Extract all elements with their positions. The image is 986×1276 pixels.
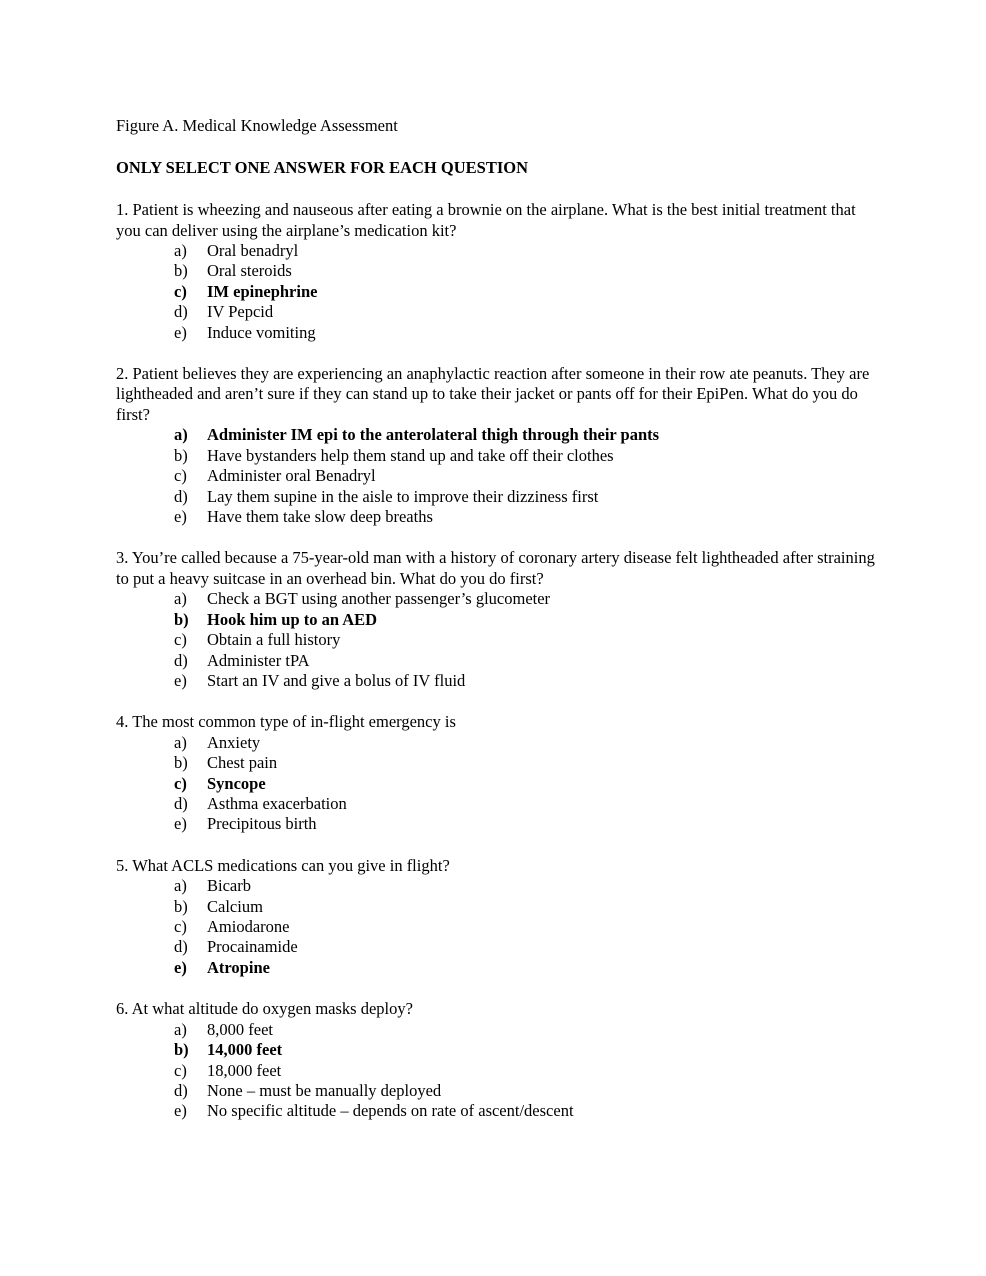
option-letter: c) xyxy=(174,917,187,937)
option-text: Calcium xyxy=(207,896,263,916)
document-title: Figure A. Medical Knowledge Assessment xyxy=(116,116,398,135)
answer-option xyxy=(174,671,876,691)
answer-option-correct xyxy=(174,958,876,978)
option-text: Asthma exacerbation xyxy=(207,794,347,814)
instruction-heading: ONLY SELECT ONE ANSWER FOR EACH QUESTION xyxy=(116,158,528,177)
answer-option xyxy=(174,1020,876,1040)
option-letter: a) xyxy=(174,732,187,752)
option-text: Atropine xyxy=(207,957,270,977)
answer-option xyxy=(174,733,876,753)
option-text: No specific altitude – depends on rate of ascent/descent xyxy=(207,1101,574,1121)
option-text: Bicarb xyxy=(207,876,251,896)
option-text: 18,000 feet xyxy=(207,1060,282,1080)
document-page xyxy=(116,116,876,1122)
option-text: IV Pepcid xyxy=(207,302,274,322)
answer-options xyxy=(116,876,876,978)
option-text: Have bystanders help them stand up and take off their clothes xyxy=(207,445,614,465)
option-letter: d) xyxy=(174,937,188,957)
answer-option xyxy=(174,1081,876,1101)
option-letter: d) xyxy=(174,650,188,670)
answer-option xyxy=(174,302,876,322)
answer-option xyxy=(174,630,876,650)
answer-option xyxy=(174,487,876,507)
option-text: Chest pain xyxy=(207,753,278,773)
answer-option xyxy=(174,507,876,527)
option-text: Administer IM epi to the anterolateral thigh through their pants xyxy=(207,425,660,445)
answer-option-correct xyxy=(174,610,876,630)
answer-options xyxy=(116,1020,876,1122)
option-letter: c) xyxy=(174,773,187,793)
answer-options xyxy=(116,733,876,835)
answer-option xyxy=(174,323,876,343)
answer-option xyxy=(174,814,876,834)
option-text: None – must be manually deployed xyxy=(207,1080,442,1100)
option-letter: e) xyxy=(174,957,187,977)
option-text: Procainamide xyxy=(207,937,298,957)
option-letter: b) xyxy=(174,445,188,465)
option-letter: d) xyxy=(174,486,188,506)
option-letter: a) xyxy=(174,876,187,896)
answer-option xyxy=(174,917,876,937)
question-4 xyxy=(116,712,876,834)
option-letter: e) xyxy=(174,322,187,342)
option-text: Oral steroids xyxy=(207,261,292,281)
answer-option xyxy=(174,466,876,486)
answer-option-correct xyxy=(174,282,876,302)
question-1 xyxy=(116,200,876,343)
option-letter: a) xyxy=(174,1019,187,1039)
option-text: Administer oral Benadryl xyxy=(207,466,376,486)
option-letter: c) xyxy=(174,466,187,486)
answer-option-correct xyxy=(174,774,876,794)
question-6 xyxy=(116,999,876,1121)
option-letter: d) xyxy=(174,1080,188,1100)
option-text: Induce vomiting xyxy=(207,322,316,342)
option-letter: b) xyxy=(174,261,188,281)
answer-option xyxy=(174,876,876,896)
option-letter: c) xyxy=(174,630,187,650)
answer-option xyxy=(174,937,876,957)
answer-options xyxy=(116,425,876,527)
answer-option xyxy=(174,261,876,281)
option-letter: e) xyxy=(174,670,187,690)
answer-option xyxy=(174,446,876,466)
answer-option xyxy=(174,241,876,261)
option-text: Syncope xyxy=(207,773,266,793)
option-letter: d) xyxy=(174,302,188,322)
question-text: 4. The most common type of in-flight emergency is xyxy=(116,712,456,732)
option-text: Lay them supine in the aisle to improve their dizziness first xyxy=(207,486,599,506)
option-text: 14,000 feet xyxy=(207,1040,283,1060)
option-text: Amiodarone xyxy=(207,917,290,937)
option-letter: e) xyxy=(174,814,187,834)
option-text: Hook him up to an AED xyxy=(207,609,378,629)
option-letter: b) xyxy=(174,609,189,629)
option-letter: c) xyxy=(174,281,187,301)
answer-options xyxy=(116,241,876,343)
answer-option xyxy=(174,753,876,773)
option-letter: d) xyxy=(174,794,188,814)
option-letter: b) xyxy=(174,1040,189,1060)
answer-option-correct xyxy=(174,1040,876,1060)
question-2 xyxy=(116,364,876,527)
option-text: Administer tPA xyxy=(207,650,310,670)
answer-option-correct xyxy=(174,425,876,445)
answer-option xyxy=(174,1061,876,1081)
option-text: Anxiety xyxy=(207,732,261,752)
option-letter: a) xyxy=(174,241,187,260)
question-text: 5. What ACLS medications can you give in flight? xyxy=(116,855,450,875)
option-letter: b) xyxy=(174,896,188,916)
answer-option xyxy=(174,589,876,609)
question-5 xyxy=(116,856,876,978)
option-text: Obtain a full history xyxy=(207,630,341,650)
answer-option xyxy=(174,897,876,917)
question-text: 3. You’re called because a 75-year-old man with a history of coronary artery disease felt lightheaded after straining to put a heavy suitcase in an overhead bin. What do you do first? xyxy=(116,548,875,588)
option-letter: a) xyxy=(174,425,188,445)
answer-option xyxy=(174,794,876,814)
question-text: 2. Patient believes they are experiencing an anaphylactic reaction after someone in their row ate peanuts. They are lightheaded and aren’t sure if they can stand up to take their jacket or pants off for their EpiPen. What do you do first? xyxy=(116,363,870,424)
option-text: Precipitous birth xyxy=(207,814,317,834)
option-text: Check a BGT using another passenger’s glucometer xyxy=(207,589,551,609)
option-letter: e) xyxy=(174,1101,187,1121)
option-letter: c) xyxy=(174,1060,187,1080)
option-letter: b) xyxy=(174,753,188,773)
answer-option xyxy=(174,1101,876,1121)
option-text: Oral benadryl xyxy=(207,241,299,260)
option-text: Start an IV and give a bolus of IV fluid xyxy=(207,670,466,690)
option-text: Have them take slow deep breaths xyxy=(207,507,433,527)
question-3 xyxy=(116,548,876,691)
question-text: 1. Patient is wheezing and nauseous after eating a brownie on the airplane. What is the best initial treatment that you can deliver using the airplane’s medication kit? xyxy=(116,200,856,240)
question-text: 6. At what altitude do oxygen masks deploy? xyxy=(116,999,413,1019)
option-text: IM epinephrine xyxy=(207,281,318,301)
option-text: 8,000 feet xyxy=(207,1019,273,1039)
answer-option xyxy=(174,651,876,671)
option-letter: a) xyxy=(174,589,187,609)
answer-options xyxy=(116,589,876,691)
option-letter: e) xyxy=(174,507,187,527)
